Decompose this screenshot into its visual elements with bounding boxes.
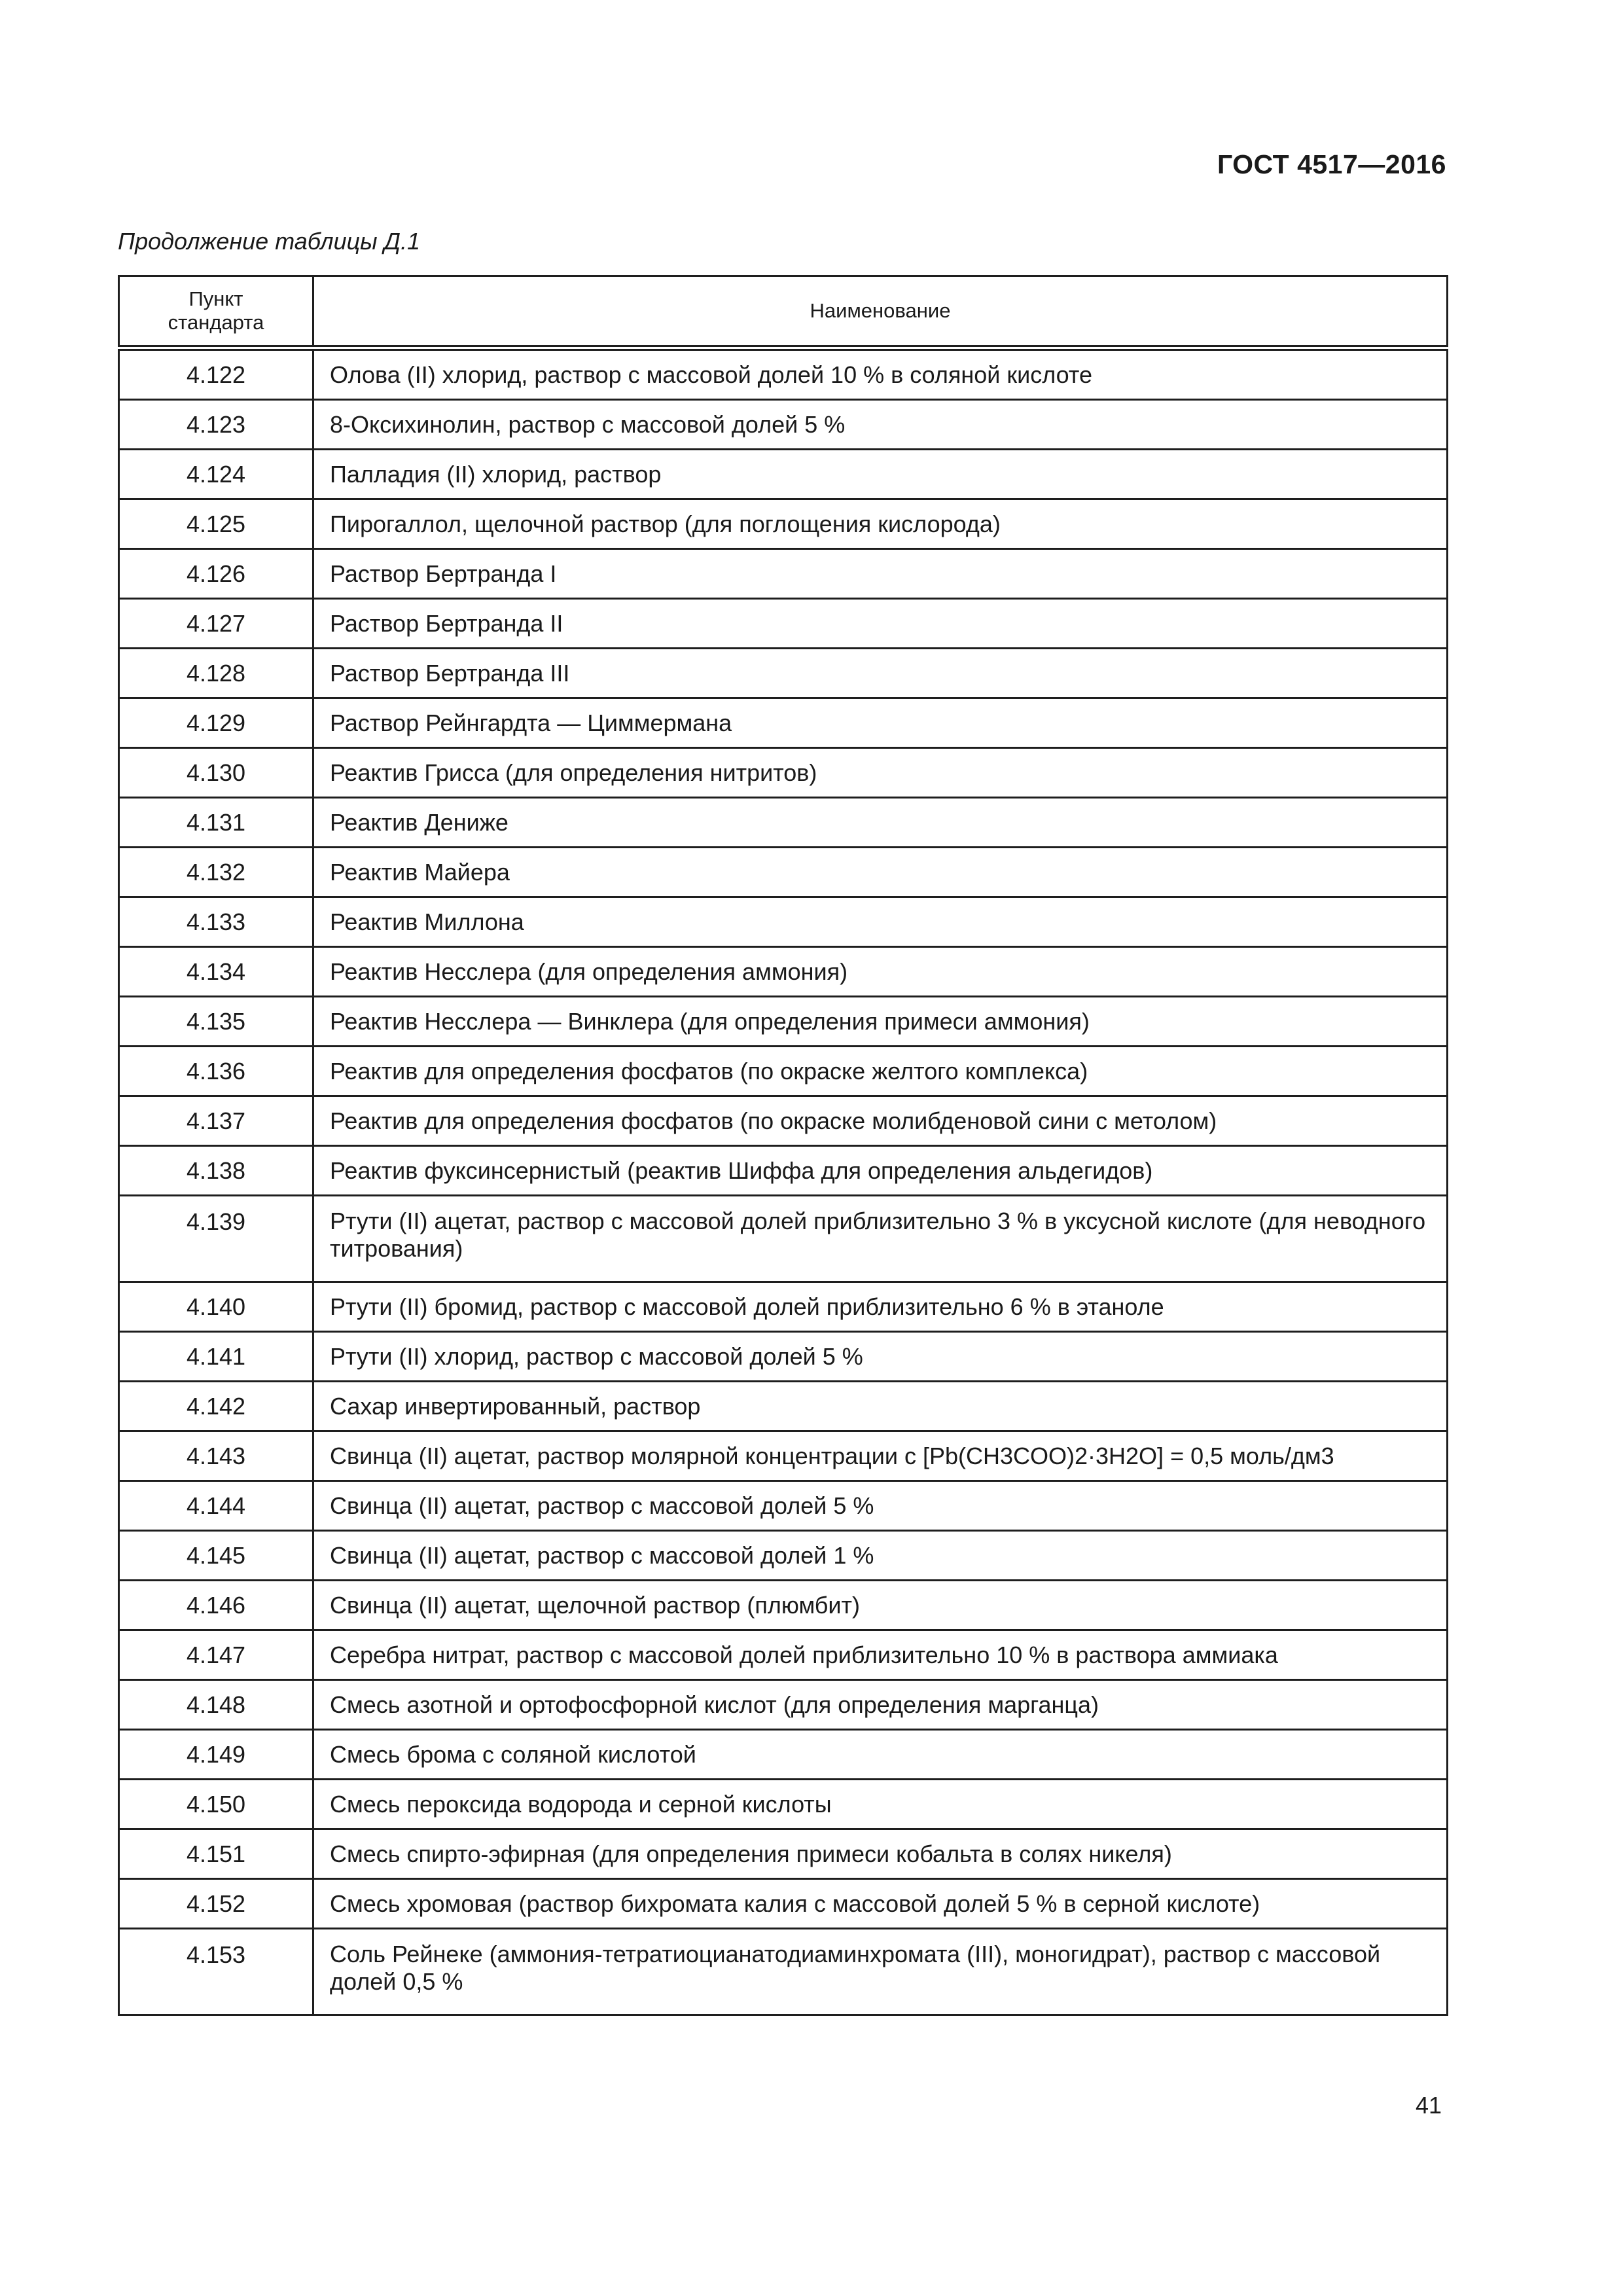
reagent-name: Реактив для определения фосфатов (по окраске молибденовой сини с метолом)	[313, 1096, 1448, 1146]
reagent-name: Реактив Миллона	[313, 897, 1448, 947]
reagent-name: Сахар инвертированный, раствор	[313, 1382, 1448, 1431]
reagent-name: Ртути (II) ацетат, раствор с массовой долей приблизительно 3 % в уксусной кислоте (для неводного титрования)	[313, 1196, 1448, 1282]
reagent-name: Ртути (II) бромид, раствор с массовой долей приблизительно 6 % в этаноле	[313, 1282, 1448, 1332]
clause-number: 4.137	[119, 1096, 313, 1146]
table-row	[119, 798, 1448, 848]
clause-number: 4.126	[119, 549, 313, 599]
reagent-name: Раствор Рейнгардта — Циммермана	[313, 698, 1448, 748]
reagent-name: Реактив Дениже	[313, 798, 1448, 848]
table-row	[119, 499, 1448, 549]
table-row	[119, 1431, 1448, 1481]
reagent-name: Олова (II) хлорид, раствор с массовой долей 10 % в соляной кислоте	[313, 348, 1448, 400]
table-row	[119, 1282, 1448, 1332]
reagent-name: Реактив Несслера — Винклера (для определения примеси аммония)	[313, 997, 1448, 1047]
reagent-name: Палладия (II) хлорид, раствор	[313, 450, 1448, 499]
clause-number: 4.128	[119, 649, 313, 698]
clause-number: 4.148	[119, 1680, 313, 1730]
table-row	[119, 897, 1448, 947]
table-row	[119, 997, 1448, 1047]
document-code: ГОСТ 4517—2016	[1217, 149, 1446, 179]
reagent-name: 8-Оксихинолин, раствор с массовой долей 5 %	[313, 400, 1448, 450]
clause-number: 4.143	[119, 1431, 313, 1481]
clause-number: 4.133	[119, 897, 313, 947]
reagent-name: Смесь хромовая (раствор бихромата калия с массовой долей 5 % в серной кислоте)	[313, 1879, 1448, 1929]
reagent-name: Свинца (II) ацетат, раствор молярной концентрации c [Pb(CH3COO)2·3H2O] = 0,5 моль/дм3	[313, 1431, 1448, 1481]
table-row	[119, 1196, 1448, 1282]
reagent-name: Реактив фуксинсернистый (реактив Шиффа для определения альдегидов)	[313, 1146, 1448, 1196]
reagent-name: Серебра нитрат, раствор с массовой долей приблизительно 10 % в раствора аммиака	[313, 1630, 1448, 1680]
table-row	[119, 947, 1448, 997]
table-row	[119, 1146, 1448, 1196]
table-row	[119, 348, 1448, 400]
table-row	[119, 1630, 1448, 1680]
table-caption: Продолжение таблицы Д.1	[118, 228, 421, 255]
table-row	[119, 649, 1448, 698]
clause-number: 4.136	[119, 1047, 313, 1096]
reagent-name: Реактив для определения фосфатов (по окраске желтого комплекса)	[313, 1047, 1448, 1096]
reagent-name: Раствор Бертранда III	[313, 649, 1448, 698]
table-row	[119, 1531, 1448, 1581]
clause-number: 4.123	[119, 400, 313, 450]
reagent-name: Свинца (II) ацетат, щелочной раствор (плюмбит)	[313, 1581, 1448, 1630]
clause-number: 4.129	[119, 698, 313, 748]
reagent-name: Ртути (II) хлорид, раствор с массовой долей 5 %	[313, 1332, 1448, 1382]
reagent-name: Смесь брома с соляной кислотой	[313, 1730, 1448, 1780]
table-row	[119, 450, 1448, 499]
table-row	[119, 1096, 1448, 1146]
table-row	[119, 698, 1448, 748]
table-row	[119, 549, 1448, 599]
table-row	[119, 1929, 1448, 2015]
table-row	[119, 1879, 1448, 1929]
clause-number: 4.125	[119, 499, 313, 549]
clause-number: 4.146	[119, 1581, 313, 1630]
reagent-table	[118, 275, 1448, 2016]
clause-number: 4.141	[119, 1332, 313, 1382]
clause-number: 4.131	[119, 798, 313, 848]
reagent-name: Свинца (II) ацетат, раствор с массовой долей 5 %	[313, 1481, 1448, 1531]
table-row	[119, 1481, 1448, 1531]
reagent-name: Смесь пероксида водорода и серной кислоты	[313, 1780, 1448, 1829]
clause-number: 4.150	[119, 1780, 313, 1829]
clause-number: 4.138	[119, 1146, 313, 1196]
table-row	[119, 1332, 1448, 1382]
clause-number: 4.139	[119, 1196, 313, 1282]
clause-number: 4.130	[119, 748, 313, 798]
clause-number: 4.145	[119, 1531, 313, 1581]
clause-number: 4.135	[119, 997, 313, 1047]
table-row	[119, 748, 1448, 798]
reagent-name: Смесь азотной и ортофосфорной кислот (для определения марганца)	[313, 1680, 1448, 1730]
reagent-name: Раствор Бертранда II	[313, 599, 1448, 649]
reagent-name: Смесь спирто-эфирная (для определения примеси кобальта в солях никеля)	[313, 1829, 1448, 1879]
table-row	[119, 1780, 1448, 1829]
clause-number: 4.134	[119, 947, 313, 997]
reagent-name: Пирогаллол, щелочной раствор (для поглощения кислорода)	[313, 499, 1448, 549]
clause-number: 4.122	[119, 348, 313, 400]
clause-number: 4.149	[119, 1730, 313, 1780]
clause-number: 4.147	[119, 1630, 313, 1680]
clause-number: 4.132	[119, 848, 313, 897]
reagent-name: Раствор Бертранда I	[313, 549, 1448, 599]
table-row	[119, 599, 1448, 649]
clause-number: 4.127	[119, 599, 313, 649]
column-header-name: Наименование	[313, 276, 1448, 348]
clause-number: 4.142	[119, 1382, 313, 1431]
reagent-name: Свинца (II) ацетат, раствор с массовой долей 1 %	[313, 1531, 1448, 1581]
reagent-name: Реактив Грисса (для определения нитритов)	[313, 748, 1448, 798]
clause-number: 4.153	[119, 1929, 313, 2015]
clause-number: 4.124	[119, 450, 313, 499]
reagent-name: Реактив Майера	[313, 848, 1448, 897]
page-number: 41	[1415, 2092, 1442, 2119]
table-header-row	[119, 276, 1448, 348]
table-row	[119, 848, 1448, 897]
table-row	[119, 400, 1448, 450]
table-row	[119, 1680, 1448, 1730]
clause-number: 4.151	[119, 1829, 313, 1879]
clause-number: 4.144	[119, 1481, 313, 1531]
table-row	[119, 1730, 1448, 1780]
table-row	[119, 1382, 1448, 1431]
clause-number: 4.152	[119, 1879, 313, 1929]
table-row	[119, 1829, 1448, 1879]
column-header-clause: Пункт стандарта	[119, 276, 313, 348]
table-body	[119, 348, 1448, 2015]
table-row	[119, 1581, 1448, 1630]
reagent-name: Реактив Несслера (для определения аммония)	[313, 947, 1448, 997]
table-row	[119, 1047, 1448, 1096]
reagent-name: Соль Рейнеке (аммония-тетратиоцианатодиаминхромата (III), моногидрат), раствор с массовой долей 0,5 %	[313, 1929, 1448, 2015]
clause-number: 4.140	[119, 1282, 313, 1332]
